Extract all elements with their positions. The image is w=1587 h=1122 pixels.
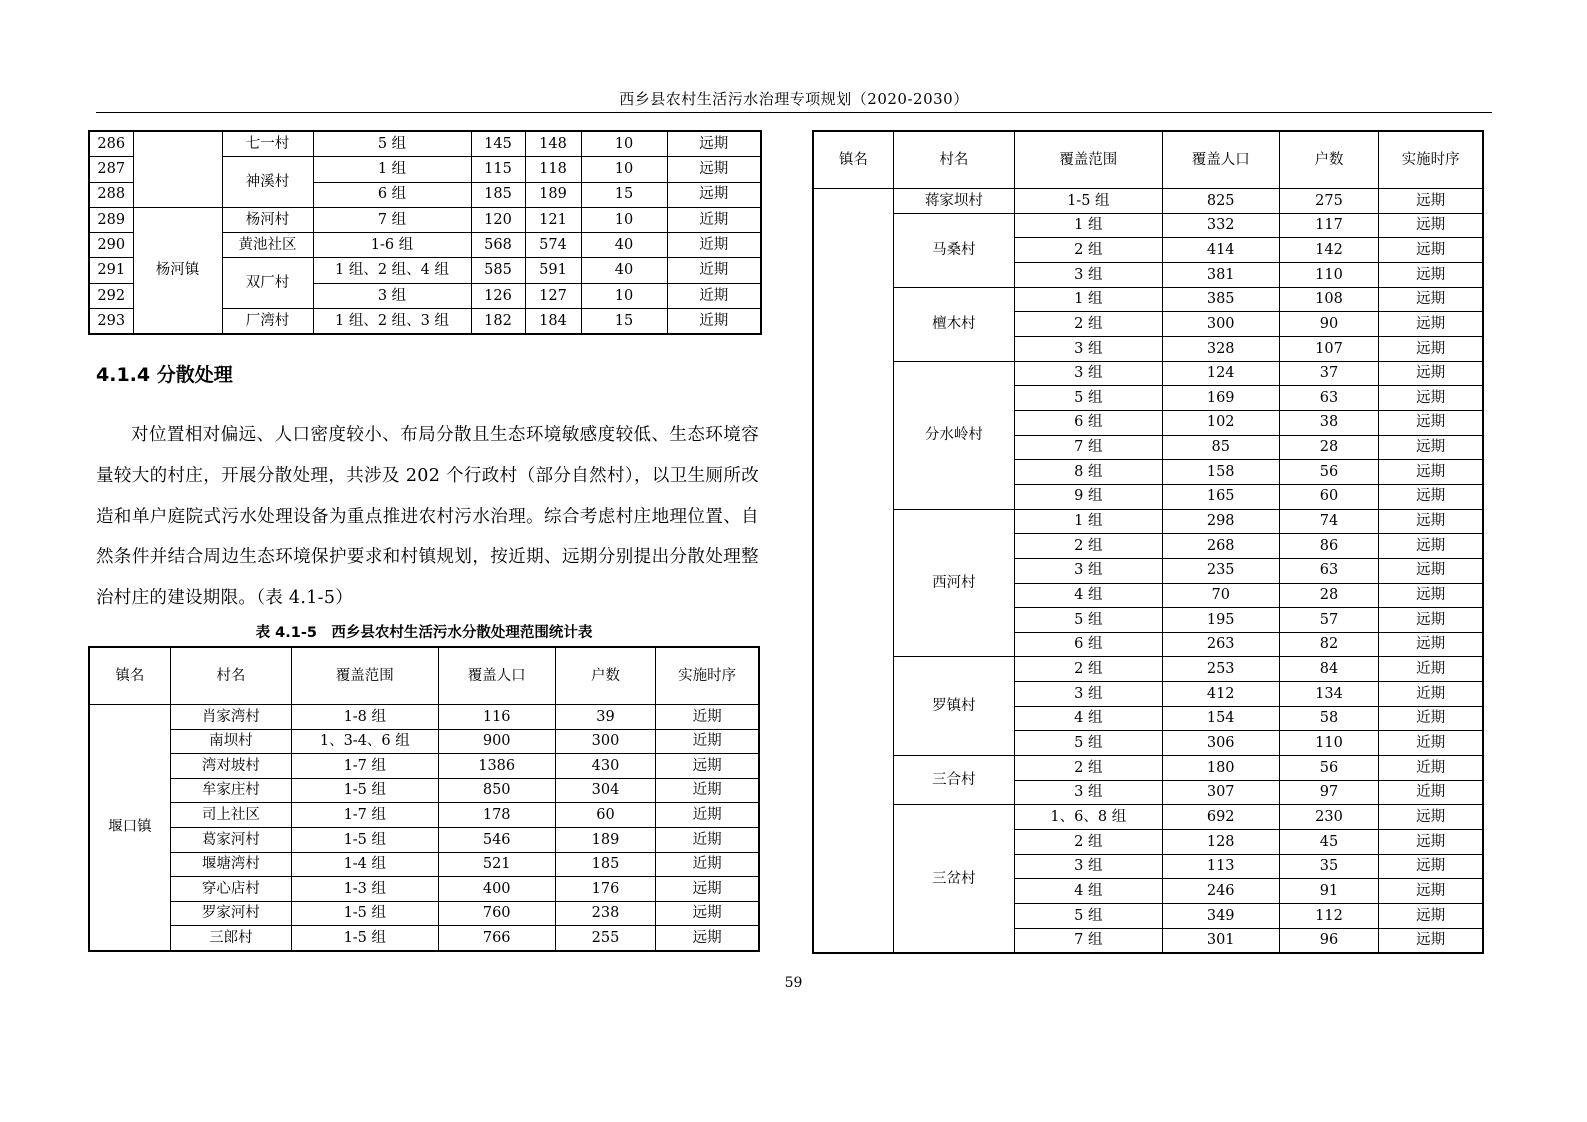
population-cell: 195 [1162, 608, 1279, 633]
population-cell: 70 [1162, 583, 1279, 608]
schedule-cell: 远期 [1379, 435, 1483, 460]
schedule-cell: 远期 [667, 131, 761, 157]
schedule-cell: 近期 [1379, 682, 1483, 707]
village-cell: 肖家湾村 [170, 705, 291, 730]
schedule-cell: 近期 [1379, 657, 1483, 682]
household-cell: 189 [555, 827, 655, 852]
coverage-cell: 3 组 [1015, 854, 1162, 879]
household-cell: 63 [1279, 558, 1378, 583]
village-cell: 南坝村 [170, 729, 291, 754]
population-cell: 381 [1162, 262, 1279, 287]
coverage-cell: 1-5 组 [292, 901, 438, 926]
row-number: 291 [89, 258, 133, 283]
coverage-cell: 1-5 组 [292, 778, 438, 803]
table-row [89, 803, 759, 828]
village-cell: 堰塘湾村 [170, 852, 291, 877]
schedule-cell: 近期 [1379, 780, 1483, 805]
coverage-cell: 1-5 组 [1015, 189, 1162, 214]
household-cell: 110 [1279, 731, 1378, 756]
household-cell: 56 [1279, 756, 1378, 781]
household-cell: 63 [1279, 386, 1378, 411]
schedule-cell: 远期 [656, 926, 759, 951]
schedule-cell: 远期 [1379, 189, 1483, 214]
schedule-cell: 远期 [1379, 213, 1483, 238]
table-row [89, 729, 759, 754]
coverage-cell: 1 组 [1015, 213, 1162, 238]
village-cell: 穿心店村 [170, 877, 291, 902]
value-cell: 15 [581, 309, 667, 335]
population-cell: 825 [1162, 189, 1279, 214]
schedule-cell: 近期 [656, 852, 759, 877]
schedule-cell: 远期 [1379, 509, 1483, 534]
column-header: 覆盖范围 [1015, 131, 1162, 189]
population-cell: 85 [1162, 435, 1279, 460]
coverage-cell: 6 组 [1015, 632, 1162, 657]
schedule-cell: 近期 [667, 309, 761, 335]
schedule-cell: 远期 [1379, 632, 1483, 657]
village-cell: 神溪村 [222, 157, 313, 208]
population-cell: 113 [1162, 854, 1279, 879]
schedule-cell: 远期 [1379, 928, 1483, 953]
household-cell: 45 [1279, 830, 1378, 855]
schedule-cell: 近期 [1379, 706, 1483, 731]
population-cell: 268 [1162, 534, 1279, 559]
table-row [813, 756, 1483, 781]
population-cell: 158 [1162, 460, 1279, 485]
value-cell: 148 [525, 131, 581, 157]
table-row [89, 207, 761, 232]
value-cell: 10 [581, 157, 667, 182]
coverage-cell: 1 组 [1015, 287, 1162, 312]
population-cell: 301 [1162, 928, 1279, 953]
population-cell: 546 [438, 827, 555, 852]
household-cell: 275 [1279, 189, 1378, 214]
coverage-cell: 3 组 [1015, 361, 1162, 386]
population-cell: 178 [438, 803, 555, 828]
population-cell: 253 [1162, 657, 1279, 682]
column-header: 镇名 [89, 647, 170, 705]
column-header: 覆盖人口 [1162, 131, 1279, 189]
column-header: 村名 [170, 647, 291, 705]
value-cell: 185 [471, 182, 525, 207]
coverage-cell: 3 组 [313, 283, 471, 308]
value-cell: 15 [581, 182, 667, 207]
schedule-cell: 远期 [1379, 460, 1483, 485]
value-cell: 10 [581, 131, 667, 157]
schedule-cell: 远期 [1379, 238, 1483, 263]
schedule-cell: 远期 [1379, 608, 1483, 633]
population-cell: 307 [1162, 780, 1279, 805]
table-row [813, 361, 1483, 386]
header-divider [96, 112, 1492, 113]
village-cell: 西河村 [893, 509, 1014, 657]
population-cell: 349 [1162, 904, 1279, 929]
coverage-cell: 5 组 [1015, 608, 1162, 633]
population-cell: 760 [438, 901, 555, 926]
schedule-cell: 远期 [656, 877, 759, 902]
household-cell: 82 [1279, 632, 1378, 657]
household-cell: 107 [1279, 336, 1378, 361]
schedule-cell: 远期 [1379, 583, 1483, 608]
schedule-cell: 远期 [667, 157, 761, 182]
coverage-cell: 2 组 [1015, 756, 1162, 781]
village-cell: 罗镇村 [893, 657, 1014, 756]
page-number: 59 [784, 975, 803, 991]
household-cell: 110 [1279, 262, 1378, 287]
household-cell: 300 [555, 729, 655, 754]
table-caption: 表 4.1-5 西乡县农村生活污水分散处理范围统计表 [255, 625, 593, 641]
village-cell: 三合村 [893, 756, 1014, 805]
schedule-cell: 远期 [1379, 558, 1483, 583]
population-cell: 102 [1162, 410, 1279, 435]
household-cell: 35 [1279, 854, 1378, 879]
value-cell: 591 [525, 258, 581, 283]
value-cell: 184 [525, 309, 581, 335]
schedule-cell: 近期 [656, 827, 759, 852]
population-cell: 154 [1162, 706, 1279, 731]
population-cell: 165 [1162, 484, 1279, 509]
table-row [89, 754, 759, 779]
schedule-cell: 近期 [656, 729, 759, 754]
value-cell: 40 [581, 258, 667, 283]
coverage-cell: 1-5 组 [292, 926, 438, 951]
coverage-cell: 3 组 [1015, 780, 1162, 805]
schedule-cell: 远期 [1379, 287, 1483, 312]
value-cell: 115 [471, 157, 525, 182]
population-cell: 400 [438, 877, 555, 902]
row-number: 287 [89, 157, 133, 182]
household-cell: 57 [1279, 608, 1378, 633]
value-cell: 118 [525, 157, 581, 182]
population-cell: 246 [1162, 879, 1279, 904]
population-cell: 128 [1162, 830, 1279, 855]
coverage-cell: 1-6 组 [313, 233, 471, 258]
village-cell: 马桑村 [893, 213, 1014, 287]
schedule-cell: 远期 [1379, 854, 1483, 879]
value-cell: 145 [471, 131, 525, 157]
village-cell: 三郎村 [170, 926, 291, 951]
coverage-cell: 5 组 [313, 131, 471, 157]
household-cell: 97 [1279, 780, 1378, 805]
table-row [813, 657, 1483, 682]
left-table-body [89, 705, 759, 951]
village-cell: 蒋家坝村 [893, 189, 1014, 214]
village-cell: 双厂村 [222, 258, 313, 309]
coverage-cell: 7 组 [313, 207, 471, 232]
coverage-cell: 2 组 [1015, 534, 1162, 559]
coverage-cell: 5 组 [1015, 904, 1162, 929]
population-cell: 298 [1162, 509, 1279, 534]
household-cell: 58 [1279, 706, 1378, 731]
schedule-cell: 远期 [656, 901, 759, 926]
value-cell: 182 [471, 309, 525, 335]
village-cell: 湾对坡村 [170, 754, 291, 779]
town-cell [813, 189, 893, 954]
household-cell: 39 [555, 705, 655, 730]
coverage-cell: 7 组 [1015, 928, 1162, 953]
schedule-cell: 远期 [1379, 484, 1483, 509]
coverage-cell: 1-8 组 [292, 705, 438, 730]
household-cell: 134 [1279, 682, 1378, 707]
schedule-cell: 近期 [1379, 756, 1483, 781]
table-row [813, 287, 1483, 312]
schedule-cell: 近期 [667, 207, 761, 232]
schedule-cell: 远期 [1379, 312, 1483, 337]
coverage-cell: 6 组 [1015, 410, 1162, 435]
village-cell: 黄池社区 [222, 233, 313, 258]
page-header-title: 西乡县农村生活污水治理专项规划（2020-2030） [619, 90, 969, 108]
coverage-cell: 5 组 [1015, 386, 1162, 411]
coverage-cell: 2 组 [1015, 312, 1162, 337]
schedule-cell: 远期 [1379, 410, 1483, 435]
schedule-cell: 近期 [667, 283, 761, 308]
schedule-cell: 远期 [1379, 534, 1483, 559]
column-header: 实施时序 [656, 647, 759, 705]
household-cell: 86 [1279, 534, 1378, 559]
schedule-cell: 近期 [656, 705, 759, 730]
population-cell: 300 [1162, 312, 1279, 337]
schedule-cell: 远期 [1379, 805, 1483, 830]
village-cell: 牟家庄村 [170, 778, 291, 803]
dispersed-treatment-table-right [812, 130, 1484, 954]
schedule-cell: 远期 [656, 754, 759, 779]
row-number: 286 [89, 131, 133, 157]
population-cell: 414 [1162, 238, 1279, 263]
row-number: 288 [89, 182, 133, 207]
table-header-row [813, 131, 1483, 189]
household-cell: 56 [1279, 460, 1378, 485]
continuation-table [88, 130, 762, 335]
population-cell: 263 [1162, 632, 1279, 657]
section-heading: 4.1.4 分散处理 [96, 364, 233, 386]
coverage-cell: 1-4 组 [292, 852, 438, 877]
village-cell: 七一村 [222, 131, 313, 157]
household-cell: 96 [1279, 928, 1378, 953]
household-cell: 142 [1279, 238, 1378, 263]
household-cell: 37 [1279, 361, 1378, 386]
coverage-cell: 3 组 [1015, 336, 1162, 361]
population-cell: 900 [438, 729, 555, 754]
population-cell: 521 [438, 852, 555, 877]
schedule-cell: 远期 [1379, 830, 1483, 855]
household-cell: 60 [1279, 484, 1378, 509]
population-cell: 766 [438, 926, 555, 951]
population-cell: 692 [1162, 805, 1279, 830]
table-row [89, 852, 759, 877]
value-cell: 40 [581, 233, 667, 258]
right-table-body [813, 189, 1483, 954]
coverage-cell: 3 组 [1015, 262, 1162, 287]
schedule-cell: 近期 [667, 258, 761, 283]
coverage-cell: 2 组 [1015, 238, 1162, 263]
household-cell: 28 [1279, 583, 1378, 608]
household-cell: 28 [1279, 435, 1378, 460]
schedule-cell: 远期 [667, 182, 761, 207]
column-header: 镇名 [813, 131, 893, 189]
row-number: 293 [89, 309, 133, 335]
household-cell: 90 [1279, 312, 1378, 337]
coverage-cell: 4 组 [1015, 706, 1162, 731]
coverage-cell: 1-7 组 [292, 803, 438, 828]
schedule-cell: 近期 [656, 778, 759, 803]
town-cell [133, 131, 222, 207]
coverage-cell: 2 组 [1015, 830, 1162, 855]
household-cell: 112 [1279, 904, 1378, 929]
household-cell: 108 [1279, 287, 1378, 312]
table-row [89, 705, 759, 730]
coverage-cell: 1、3-4、6 组 [292, 729, 438, 754]
coverage-cell: 1 组、2 组、3 组 [313, 309, 471, 335]
column-header: 户数 [555, 647, 655, 705]
table-row [813, 189, 1483, 214]
row-number: 292 [89, 283, 133, 308]
household-cell: 38 [1279, 410, 1378, 435]
schedule-cell: 远期 [1379, 361, 1483, 386]
coverage-cell: 1-7 组 [292, 754, 438, 779]
row-number: 289 [89, 207, 133, 232]
value-cell: 568 [471, 233, 525, 258]
body-paragraph: 对位置相对偏远、人口密度较小、布局分散且生态环境敏感度较低、生态环境容量较大的村庄，开展分散处理，共涉及 202 个行政村（部分自然村），以卫生厕所改造和单户庭院式污水处理设备为重点推进农村污水治理。综合考虑村庄地理位置、自然条件并结合周边生态环境保护要求和村镇规划，按近期、远期分别提出分散处理整治村庄的建设期限。（表 4.1-5） [96, 425, 759, 609]
coverage-cell: 1 组 [313, 157, 471, 182]
schedule-cell: 远期 [1379, 262, 1483, 287]
village-cell: 分水岭村 [893, 361, 1014, 509]
population-cell: 328 [1162, 336, 1279, 361]
coverage-cell: 3 组 [1015, 558, 1162, 583]
village-cell: 檀木村 [893, 287, 1014, 361]
village-cell: 杨河村 [222, 207, 313, 232]
value-cell: 10 [581, 207, 667, 232]
coverage-cell: 1-5 组 [292, 827, 438, 852]
table-row [813, 213, 1483, 238]
value-cell: 121 [525, 207, 581, 232]
coverage-cell: 8 组 [1015, 460, 1162, 485]
household-cell: 60 [555, 803, 655, 828]
coverage-cell: 3 组 [1015, 682, 1162, 707]
coverage-cell: 4 组 [1015, 879, 1162, 904]
table-header-row [89, 647, 759, 705]
table-row [813, 509, 1483, 534]
schedule-cell: 近期 [667, 233, 761, 258]
table-row [89, 901, 759, 926]
village-cell: 罗家河村 [170, 901, 291, 926]
population-cell: 850 [438, 778, 555, 803]
population-cell: 116 [438, 705, 555, 730]
village-cell: 三岔村 [893, 805, 1014, 953]
town-cell: 杨河镇 [133, 207, 222, 334]
schedule-cell: 远期 [1379, 904, 1483, 929]
town-cell: 堰口镇 [89, 705, 170, 951]
coverage-cell: 1、6、8 组 [1015, 805, 1162, 830]
population-cell: 412 [1162, 682, 1279, 707]
household-cell: 185 [555, 852, 655, 877]
table-row [89, 778, 759, 803]
value-cell: 10 [581, 283, 667, 308]
value-cell: 126 [471, 283, 525, 308]
population-cell: 124 [1162, 361, 1279, 386]
coverage-cell: 2 组 [1015, 657, 1162, 682]
population-cell: 332 [1162, 213, 1279, 238]
column-header: 户数 [1279, 131, 1378, 189]
household-cell: 304 [555, 778, 655, 803]
table-row [89, 926, 759, 951]
coverage-cell: 1 组、2 组、4 组 [313, 258, 471, 283]
household-cell: 74 [1279, 509, 1378, 534]
table-row [89, 131, 761, 157]
household-cell: 84 [1279, 657, 1378, 682]
table-row [813, 805, 1483, 830]
schedule-cell: 远期 [1379, 879, 1483, 904]
coverage-cell: 1-3 组 [292, 877, 438, 902]
value-cell: 120 [471, 207, 525, 232]
household-cell: 230 [1279, 805, 1378, 830]
population-cell: 180 [1162, 756, 1279, 781]
column-header: 覆盖人口 [438, 647, 555, 705]
population-cell: 169 [1162, 386, 1279, 411]
population-cell: 1386 [438, 754, 555, 779]
schedule-cell: 近期 [1379, 731, 1483, 756]
coverage-cell: 9 组 [1015, 484, 1162, 509]
dispersed-treatment-table-left [88, 646, 760, 952]
value-cell: 189 [525, 182, 581, 207]
household-cell: 255 [555, 926, 655, 951]
coverage-cell: 4 组 [1015, 583, 1162, 608]
value-cell: 574 [525, 233, 581, 258]
population-cell: 235 [1162, 558, 1279, 583]
coverage-cell: 7 组 [1015, 435, 1162, 460]
household-cell: 176 [555, 877, 655, 902]
table-row [89, 877, 759, 902]
table-row [89, 827, 759, 852]
coverage-cell: 1 组 [1015, 509, 1162, 534]
row-number: 290 [89, 233, 133, 258]
household-cell: 430 [555, 754, 655, 779]
coverage-cell: 6 组 [313, 182, 471, 207]
schedule-cell: 近期 [656, 803, 759, 828]
population-cell: 385 [1162, 287, 1279, 312]
household-cell: 91 [1279, 879, 1378, 904]
coverage-cell: 5 组 [1015, 731, 1162, 756]
column-header: 覆盖范围 [292, 647, 438, 705]
household-cell: 238 [555, 901, 655, 926]
schedule-cell: 远期 [1379, 336, 1483, 361]
village-cell: 厂湾村 [222, 309, 313, 335]
value-cell: 127 [525, 283, 581, 308]
village-cell: 葛家河村 [170, 827, 291, 852]
household-cell: 117 [1279, 213, 1378, 238]
village-cell: 司上社区 [170, 803, 291, 828]
schedule-cell: 远期 [1379, 386, 1483, 411]
population-cell: 306 [1162, 731, 1279, 756]
value-cell: 585 [471, 258, 525, 283]
column-header: 实施时序 [1379, 131, 1483, 189]
column-header: 村名 [893, 131, 1014, 189]
